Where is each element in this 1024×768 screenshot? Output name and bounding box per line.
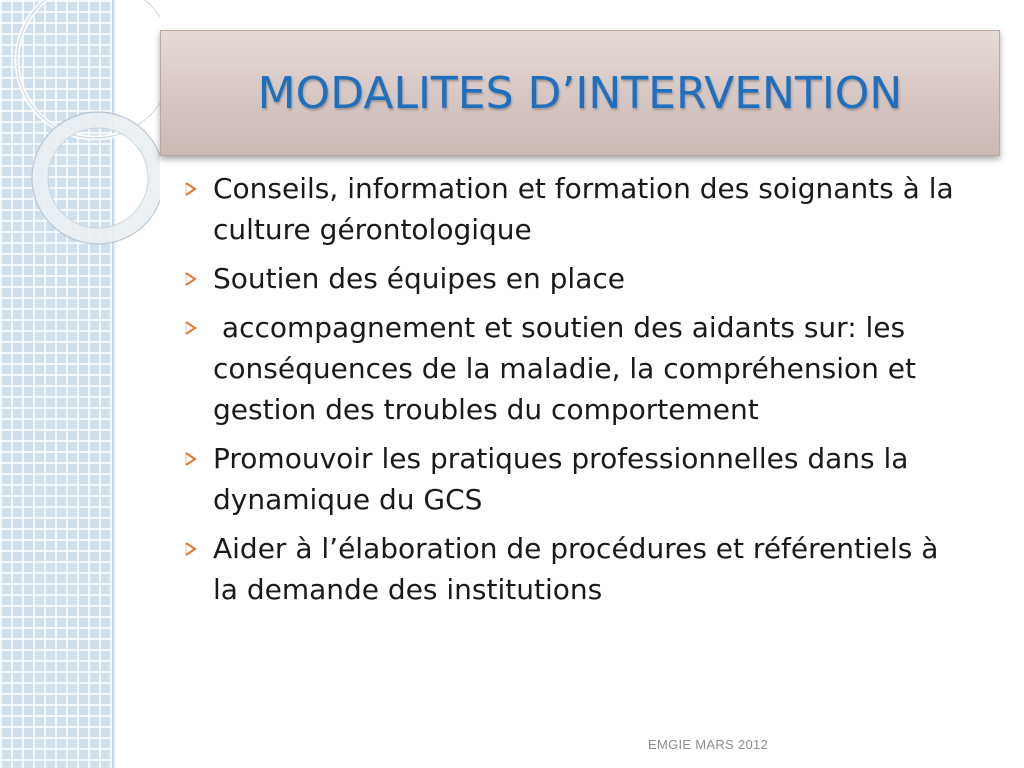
footer-text: EMGIE MARS 2012 xyxy=(648,737,769,752)
chevron-right-icon xyxy=(183,181,199,197)
bullet-item xyxy=(183,528,963,610)
decorative-rings xyxy=(0,0,160,280)
bullet-item xyxy=(183,258,963,299)
bullet-item xyxy=(183,307,963,430)
title-banner xyxy=(160,30,1000,156)
bullet-item xyxy=(183,438,963,520)
bullet-list xyxy=(183,168,963,618)
bullet-text: Conseils, information et formation des soignants à la culture gérontologique xyxy=(213,172,963,246)
chevron-right-icon xyxy=(183,320,199,336)
bullet-text: accompagnement et soutien des aidants sur: les conséquences de la maladie, la compréhension et gestion des troubles du comportement xyxy=(213,311,925,426)
chevron-right-icon xyxy=(183,271,199,287)
chevron-right-icon xyxy=(183,541,199,557)
bullet-text: Aider à l’élaboration de procédures et référentiels à la demande des institutions xyxy=(213,532,948,606)
bullet-text: Soutien des équipes en place xyxy=(213,262,625,295)
bullet-text: Promouvoir les pratiques professionnelles dans la dynamique du GCS xyxy=(213,442,918,516)
bullet-item xyxy=(183,168,963,250)
slide-title: MODALITES D’INTERVENTION xyxy=(257,67,903,119)
chevron-right-icon xyxy=(183,451,199,467)
